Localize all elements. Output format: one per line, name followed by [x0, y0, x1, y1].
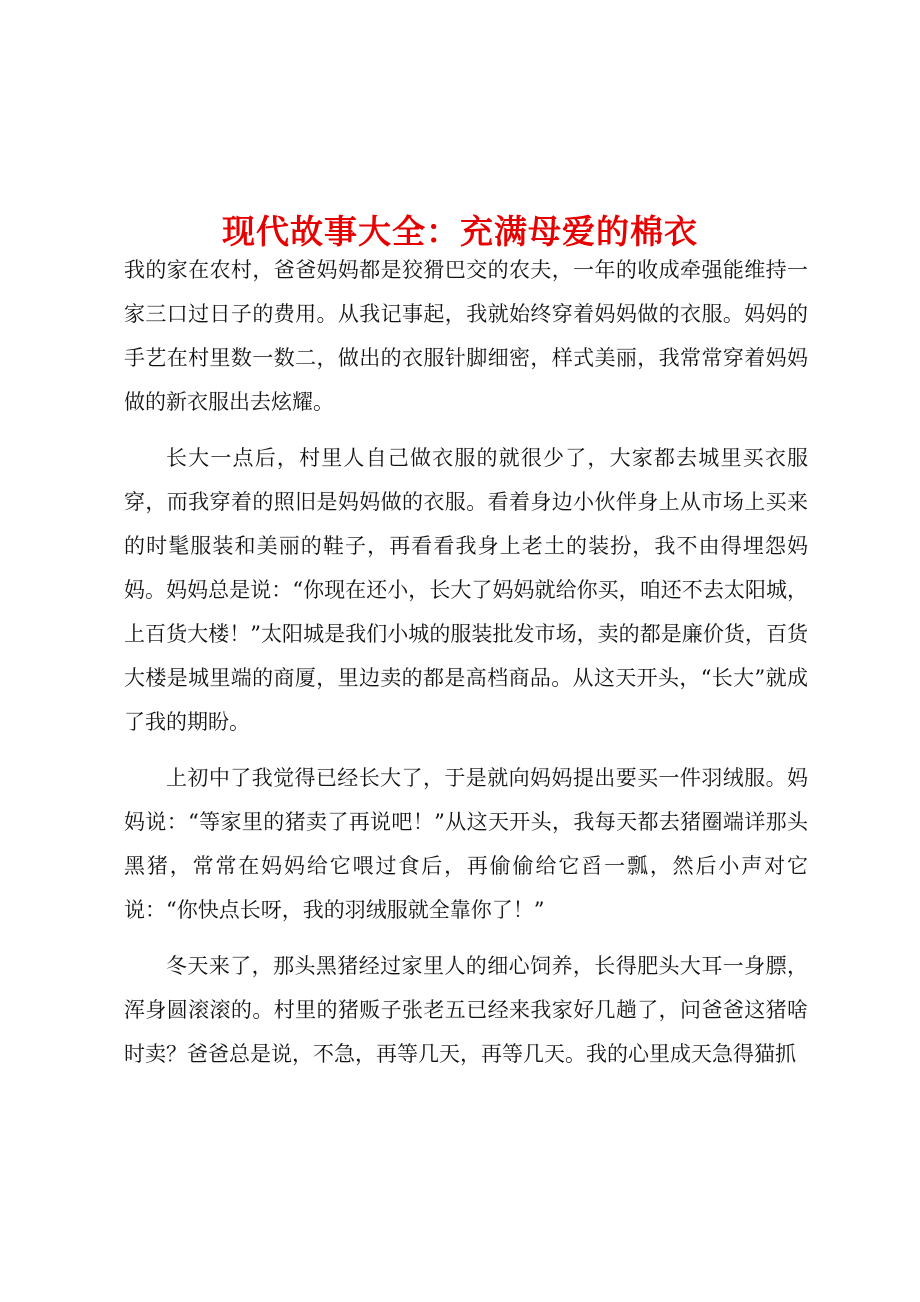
document-title: 现代故事大全：充满母爱的棉衣: [222, 212, 698, 252]
document-body: [124, 248, 808, 1088]
paragraph-2: 长大一点后，村里人自己做衣服的就很少了，大家都去城里买衣服穿，而我穿着的照旧是妈妈做的衣服。看着身边小伙伴身上从市场上买来的时髦服装和美丽的鞋子，再看看我身上老土的装扮，我不由得埋怨妈妈。妈妈总是说：“你现在还小，长大了妈妈就给你买，咱还不去太阳城，上百货大楼！”太阳城是我们小城的服装批发市场，卖的都是廉价货，百货大楼是城里端的商厦，里边卖的都是高档商品。从这天开头，“长大”就成了我的期盼。: [124, 446, 808, 734]
paragraph-4: 冬天来了，那头黑猪经过家里人的细心饲养，长得肥头大耳一身膘，浑身圆滚滚的。村里的猪贩子张老五已经来我家好几趟了，问爸爸这猪啥时卖？爸爸总是说，不急，再等几天，再等几天。我的心里成天急得猫抓: [124, 954, 808, 1066]
paragraph-1: 我的家在农村，爸爸妈妈都是狡猾巴交的农夫，一年的收成牵强能维持一家三口过日子的费用。从我记事起，我就始终穿着妈妈做的衣服。妈妈的手艺在村里数一数二，做出的衣服针脚细密，样式美丽，我常常穿着妈妈做的新衣服出去炫耀。: [124, 258, 808, 414]
paragraph-3: 上初中了我觉得已经长大了，于是就向妈妈提出要买一件羽绒服。妈妈说：“等家里的猪卖了再说吧！”从这天开头，我每天都去猪圈端详那头黑猪，常常在妈妈给它喂过食后，再偷偷给它舀一瓢，然后小声对它说：“你快点长呀，我的羽绒服就全靠你了！”: [124, 766, 808, 922]
